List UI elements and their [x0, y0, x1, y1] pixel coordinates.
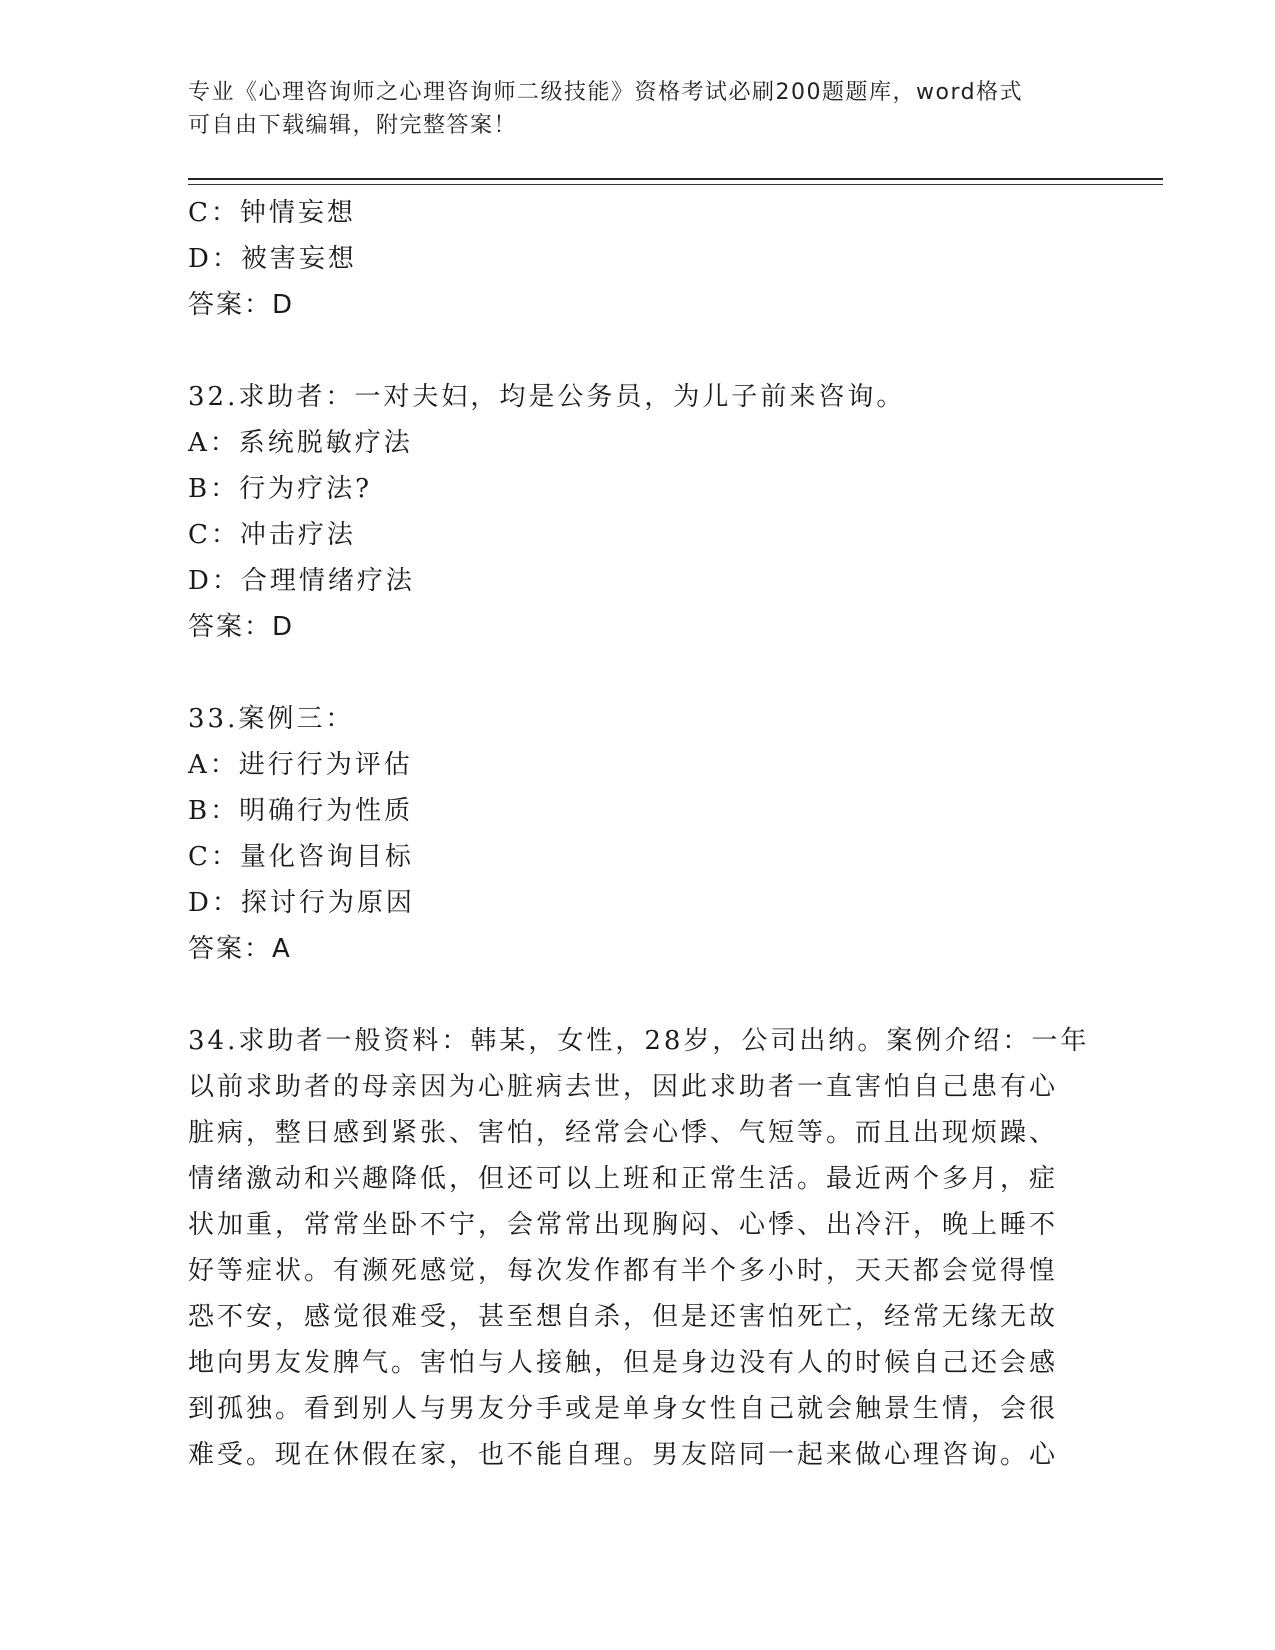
paragraph-line: 到孤独。看到别人与男友分手或是单身女性自己就会触景生情，会很: [188, 1394, 1059, 1424]
option-c: C：量化咨询目标: [188, 842, 414, 872]
paragraph-line: 难受。现在休假在家，也不能自理。男友陪同一起来做心理咨询。心: [188, 1440, 1059, 1470]
paragraph-line: 恐不安，感觉很难受，甚至想自杀，但是还害怕死亡，经常无缘无故: [188, 1302, 1059, 1332]
document-body: [188, 190, 1088, 1478]
header-line-2: 可自由下载编辑，附完整答案！: [188, 113, 518, 138]
option-b: B：明确行为性质: [188, 796, 414, 826]
option-c: C：钟情妄想: [188, 198, 356, 228]
answer-line: 答案：D: [188, 290, 295, 320]
paragraph-line: 状加重，常常坐卧不宁，会常常出现胸闷、心悸、出冷汗，晚上睡不: [188, 1210, 1059, 1240]
option-a: A：系统脱敏疗法: [188, 428, 413, 458]
option-a: A：进行行为评估: [188, 750, 413, 780]
question-31-tail: [188, 190, 1088, 328]
header-line-1: 专业《心理咨询师之心理咨询师二级技能》资格考试必刷200题题库，word格式: [188, 80, 1024, 105]
paragraph-line: 以前求助者的母亲因为心脏病去世，因此求助者一直害怕自己患有心: [188, 1072, 1059, 1102]
document-header: [188, 76, 1088, 142]
paragraph-line: 地向男友发脾气。害怕与人接触，但是身边没有人的时候自己还会感: [188, 1348, 1059, 1378]
question-text: 32.求助者：一对夫妇，均是公务员，为儿子前来咨询。: [188, 382, 906, 412]
spacer: [188, 650, 1088, 696]
question-34: [188, 1018, 1088, 1478]
spacer: [188, 328, 1088, 374]
paragraph-line: 脏病，整日感到紧张、害怕，经常会心悸、气短等。而且出现烦躁、: [188, 1118, 1059, 1148]
answer-line: 答案：A: [188, 934, 292, 964]
option-c: C：冲击疗法: [188, 520, 356, 550]
paragraph-line: 情绪激动和兴趣降低，但还可以上班和正常生活。最近两个多月，症: [188, 1164, 1059, 1194]
question-33: [188, 696, 1088, 972]
answer-line: 答案：D: [188, 612, 295, 642]
paragraph-line: 34.求助者一般资料：韩某，女性，28岁，公司出纳。案例介绍：一年: [188, 1026, 1090, 1056]
option-d: D：合理情绪疗法: [188, 566, 415, 596]
option-d: D：探讨行为原因: [188, 888, 415, 918]
header-rule-thin: [188, 184, 1163, 185]
paragraph-line: 好等症状。有濒死感觉，每次发作都有半个多小时，天天都会觉得惶: [188, 1256, 1059, 1286]
question-32: [188, 374, 1088, 650]
header-rule-thick: [188, 178, 1163, 180]
question-text: 33.案例三：: [188, 704, 355, 734]
option-d: D：被害妄想: [188, 244, 357, 274]
option-b: B：行为疗法?: [188, 474, 373, 504]
spacer: [188, 972, 1088, 1018]
